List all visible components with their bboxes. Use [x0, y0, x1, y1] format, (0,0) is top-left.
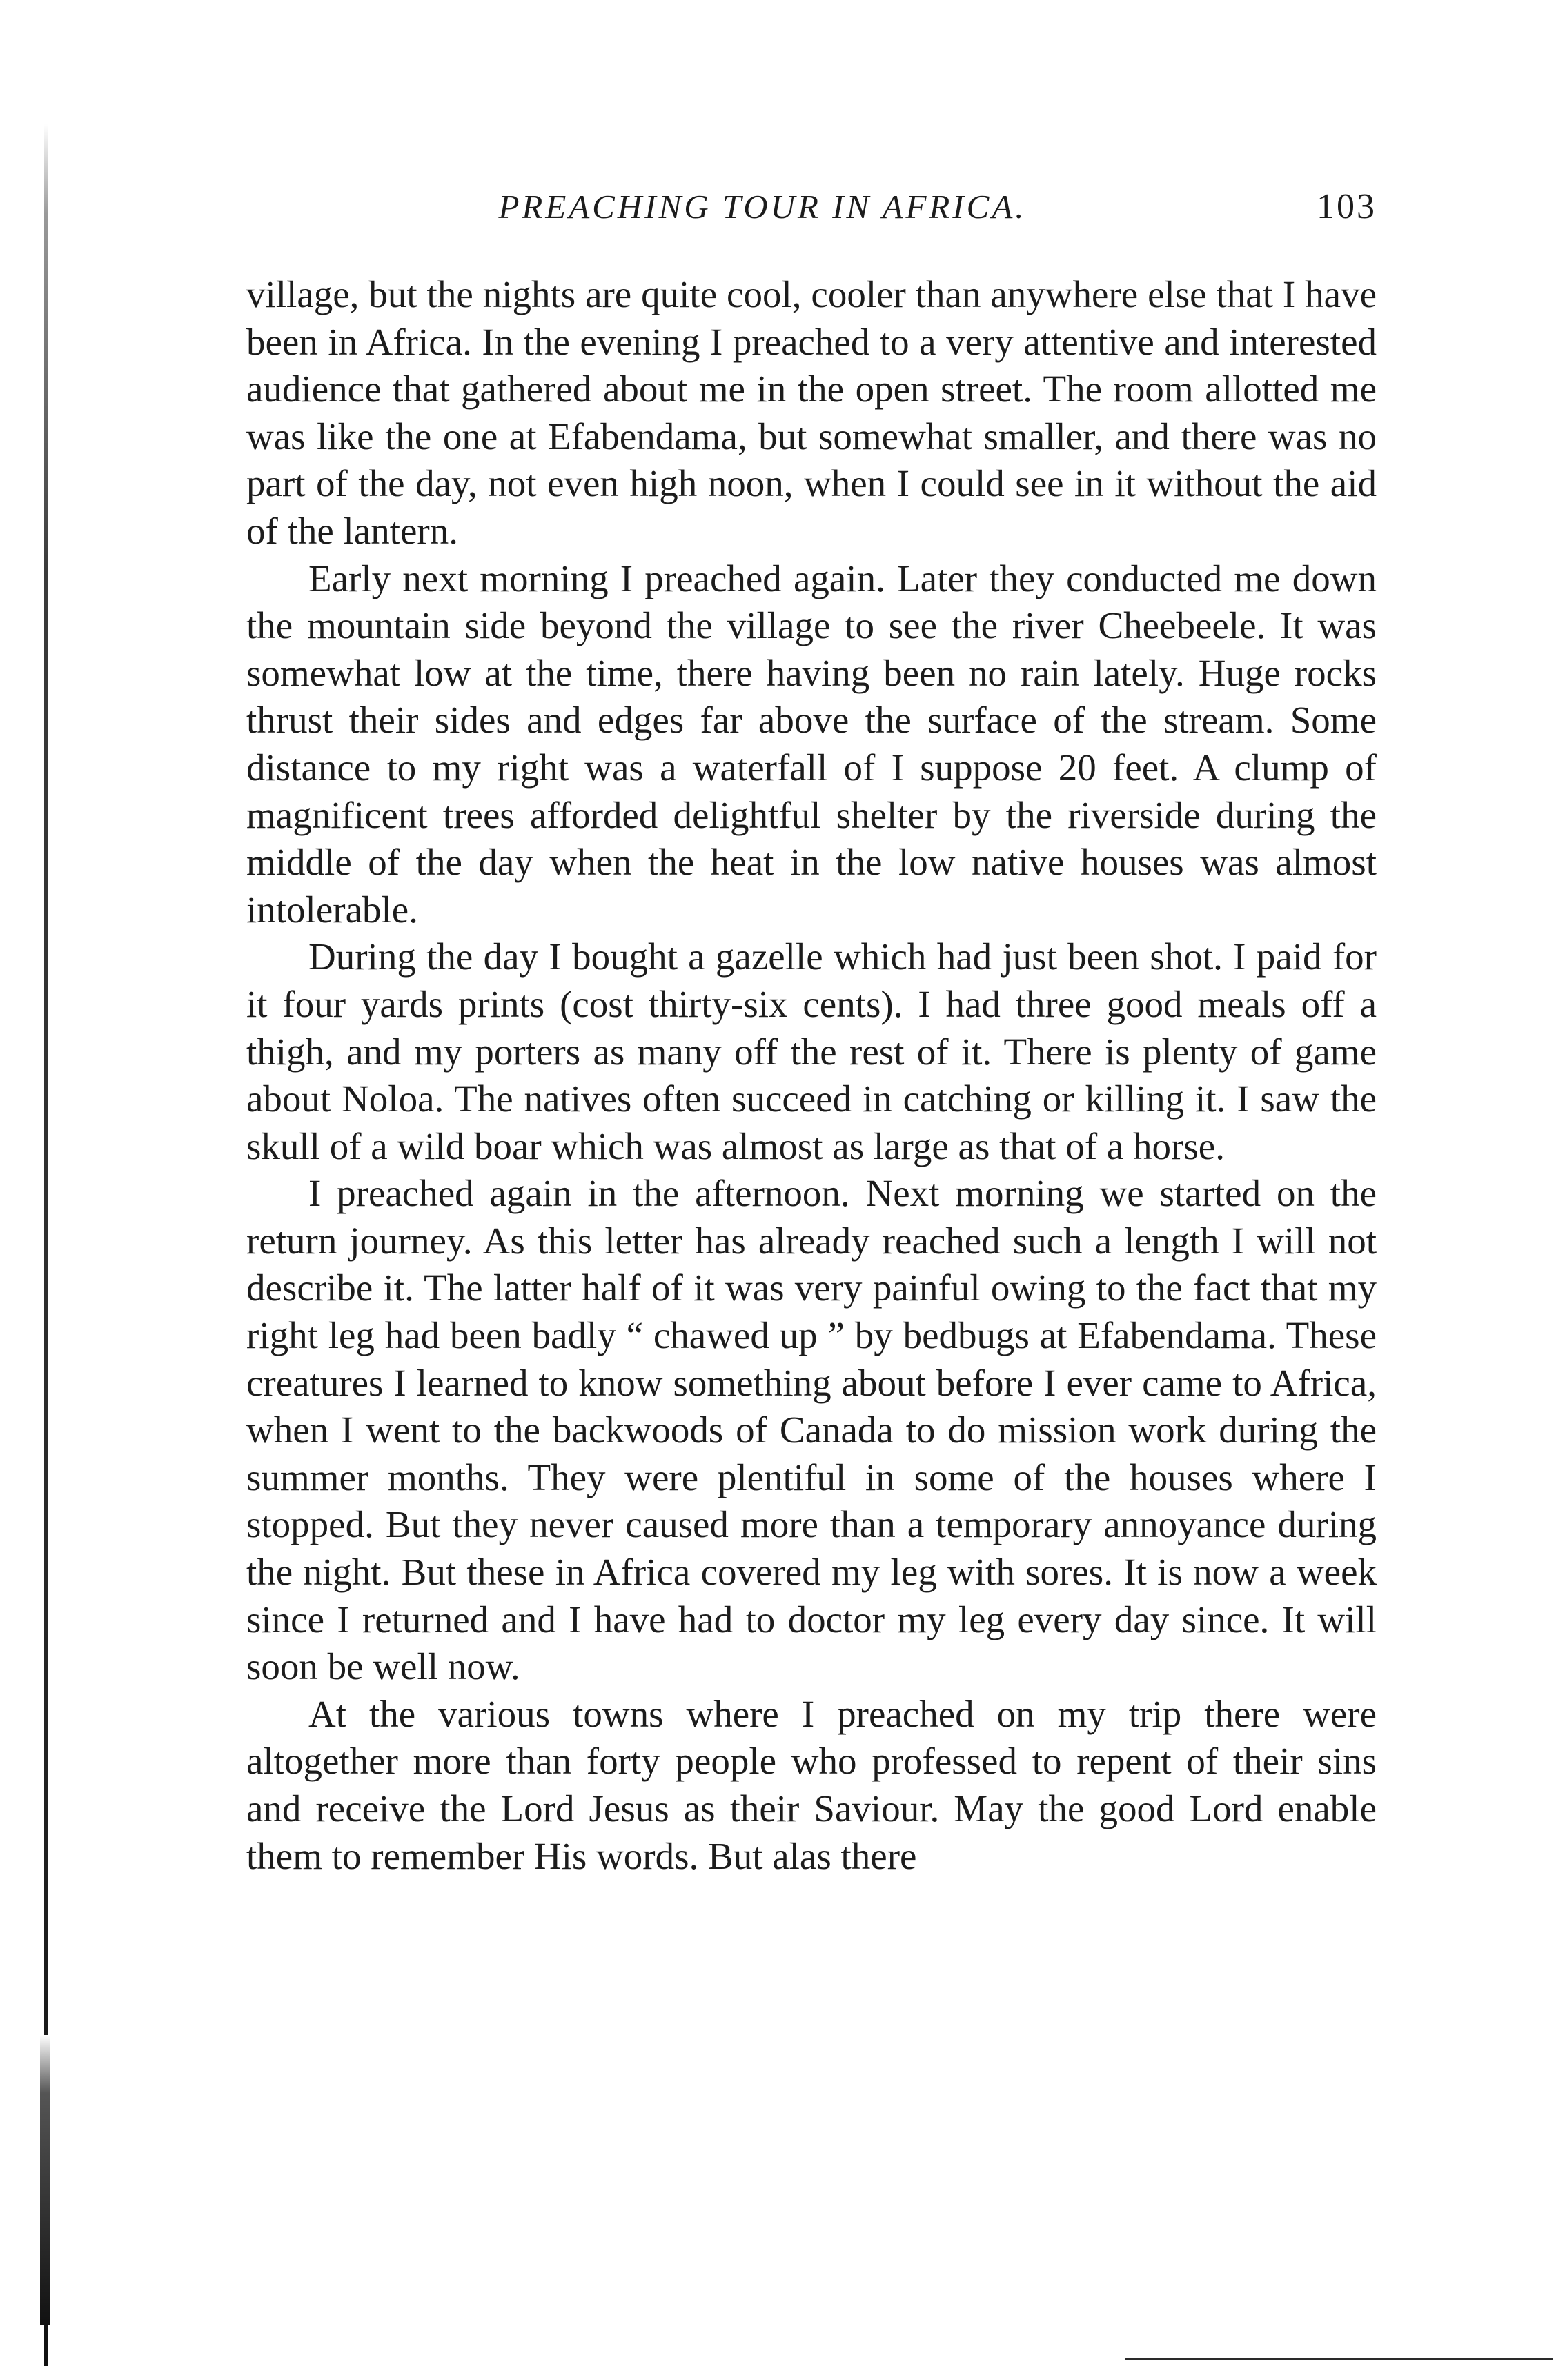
bottom-rule [1125, 2358, 1553, 2360]
page-number: 103 [1317, 187, 1377, 226]
paragraph-2: Early next morning I preached again. Later they conducted me down the mountain side beyond the village to see the river Cheebeele. It was somewhat low at the time, there having been no rain lately. Huge rocks thrust their sides and edges far above the surface of the stream. Some distance to my right was a waterfall of I suppose 20 feet. A clump of magnificent trees afforded delightful shelter by the riverside during the middle of the day when the heat in the low native houses was almost intolerable. [246, 557, 1377, 931]
paragraph-1: village, but the nights are quite cool, cooler than anywhere else that I have been in Africa. In the evening I preached to a very attentive and interested audience that gathered about me in the open street. The room allotted me was like the one at Efabendama, but somewhat smaller, and there was no part of the day, not even high noon, when I could see in it without the aid of the lantern. [246, 273, 1377, 552]
paragraph-4: I preached again in the afternoon. Next morning we started on the return journey. As this letter has already reached such a length I will not describe it. The latter half of it was very painful owing to the fact that my right leg had been badly “ chawed up ” by bedbugs at Efabendama. These creatures I learned to know something about before I ever came to Africa, when I went to the backwoods of Canada to do mission work during the summer months. They were plentiful in some of the houses where I stopped. But they never caused more than a temporary annoyance during the night. But these in Africa covered my leg with sores. It is now a week since I returned and I have had to doctor my leg every day since. It will soon be well now. [246, 1172, 1377, 1688]
paragraph-5: At the various towns where I preached on my trip there were altogether more than forty people who professed to repent of their sins and receive the Lord Jesus as their Saviour. May the good Lord enable them to remember His words. But alas there [246, 1692, 1377, 1877]
paragraph-3: During the day I bought a gazelle which had just been shot. I paid for it four yards prints (cost thirty-six cents). I had three good meals off a thigh, and my porters as many off the rest of it. There is plenty of game about Noloa. The natives often succeed in catching or killing it. I saw the skull of a wild boar which was almost as large as that of a horse. [246, 935, 1377, 1167]
running-head: PREACHING TOUR IN AFRICA. [498, 188, 1027, 226]
binding-edge [44, 124, 48, 2366]
binding-shadow [40, 2035, 50, 2325]
body-text [246, 271, 1377, 1880]
page-header [245, 176, 1377, 238]
